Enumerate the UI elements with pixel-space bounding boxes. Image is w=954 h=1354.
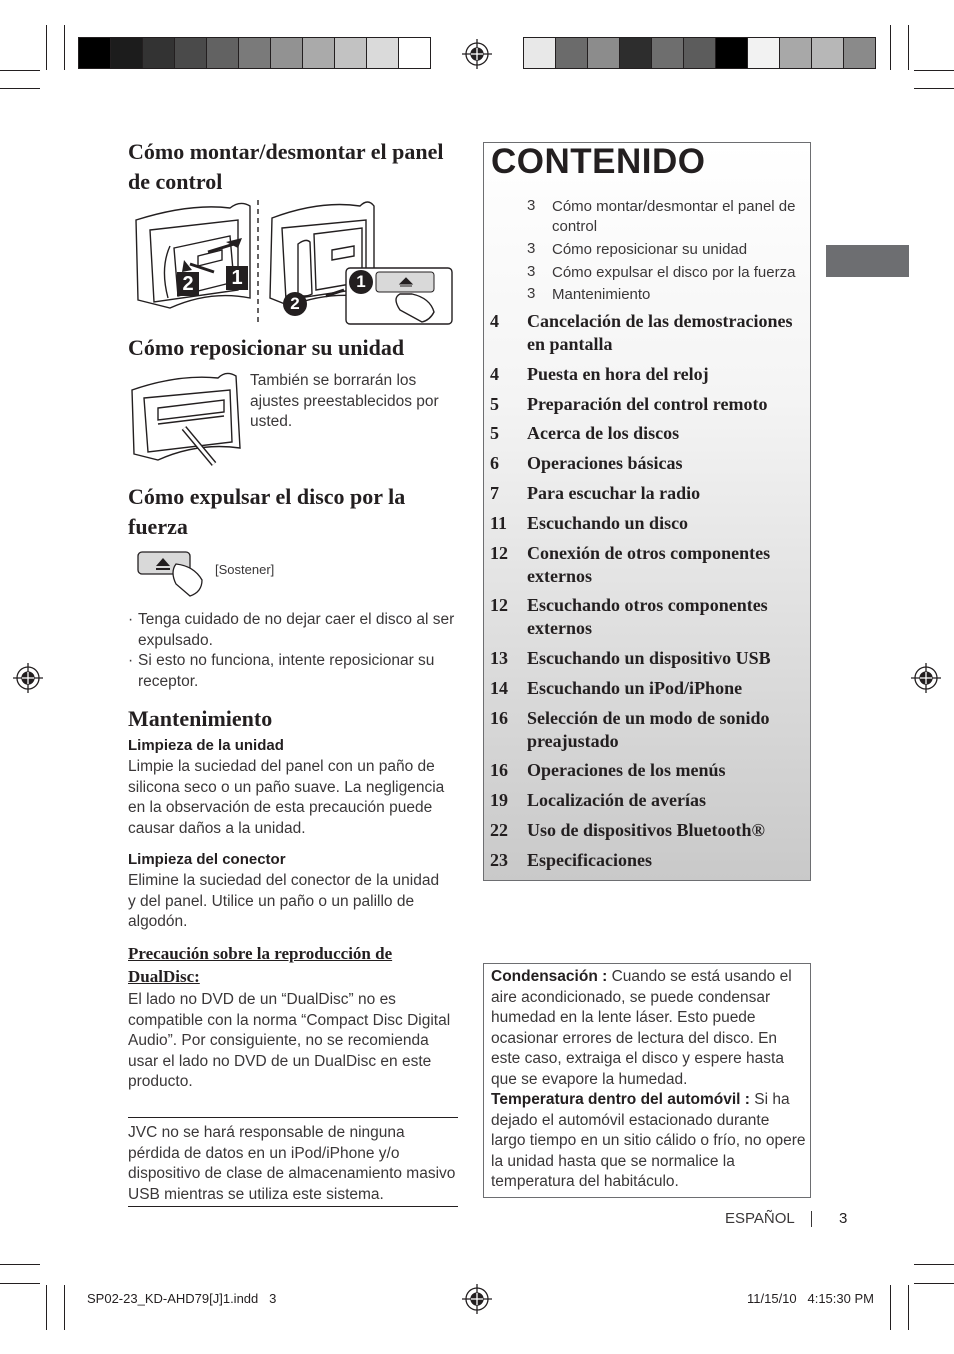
toc-sub-page: 3 — [527, 240, 536, 257]
reset-unit-illustration — [128, 368, 248, 468]
divider — [128, 1206, 458, 1207]
color-swatch — [715, 37, 748, 69]
color-swatch — [651, 37, 684, 69]
color-swatch — [238, 37, 271, 69]
step-1-badge: 1 — [226, 266, 248, 290]
temperature-label: Temperatura dentro del automóvil : — [491, 1091, 750, 1108]
color-swatch — [270, 37, 303, 69]
footer-separator — [811, 1211, 812, 1227]
language-tab — [826, 245, 909, 277]
step-2-badge: 2 — [177, 272, 199, 296]
list-item: · Tenga cuidado de no dejar caer el disco al ser expulsado. — [128, 611, 455, 649]
toc-sub-page: 3 — [527, 263, 536, 280]
color-swatch — [747, 37, 780, 69]
color-swatch — [523, 37, 556, 69]
color-swatch — [587, 37, 620, 69]
dualdisc-title: Precaución sobre la reproducción de DualDisc: — [128, 944, 393, 986]
footer-page-number: 3 — [839, 1210, 848, 1227]
eject-button-illustration — [136, 550, 216, 600]
unit-cleaning-title: Limpieza de la unidad — [128, 737, 284, 754]
eject-bullet-list — [128, 610, 458, 692]
condensation-note: Condensación : Cuando se está usando el aire acondicionado, se puede condensar humedad en la lente láser. Esto puede ocasionar errores de lectura del disco. En este caso, extraiga el disco y espere hasta que se evapore la humedad. — [491, 968, 792, 1088]
color-swatch — [398, 37, 431, 69]
footer-file-name: SP02-23_KD-AHD79[J]1.indd 3 — [87, 1291, 277, 1306]
color-swatch — [174, 37, 207, 69]
color-swatch — [843, 37, 876, 69]
toc-sub-item[interactable]: Cómo expulsar el disco por la fuerza — [552, 264, 796, 281]
mount-section-title: Cómo montar/desmontar el panel de control — [128, 139, 444, 194]
jvc-disclaimer: JVC no se hará responsable de ninguna pérdida de datos en un iPod/iPhone y/o dispositivo de clase de almacenamiento masivo USB mientras se utiliza este sistema. — [128, 1124, 456, 1203]
list-item: · Si esto no funciona, intente reposicionar su receptor. — [128, 652, 435, 690]
dualdisc-text: El lado no DVD de un “DualDisc” no es compatible con la norma “Compact Disc Digital Audio”. Por consiguiente, no se recomienda usar el lado no DVD de un DualDisc en este producto. — [128, 991, 451, 1090]
condensation-label: Condensación : — [491, 968, 608, 985]
color-swatch — [302, 37, 335, 69]
color-swatch — [206, 37, 239, 69]
toc-sub-page: 3 — [527, 197, 536, 214]
eject-section-title: Cómo expulsar el disco por la fuerza — [128, 484, 406, 539]
toc-sub-item[interactable]: Cómo montar/desmontar el panel de control — [552, 198, 796, 235]
toc-sub-item[interactable]: Cómo reposicionar su unidad — [552, 241, 748, 258]
color-swatch — [619, 37, 652, 69]
color-swatch — [334, 37, 367, 69]
connector-cleaning-text: Elimine la suciedad del conector de la unidad y del panel. Utilice un paño o un palillo de algodón. — [128, 872, 440, 930]
reset-section-title: Cómo reposicionar su unidad — [128, 335, 405, 360]
color-swatch — [78, 37, 111, 69]
color-swatch — [683, 37, 716, 69]
toc-sub-item[interactable]: Mantenimiento — [552, 286, 651, 303]
step-2-circle-badge: 2 — [283, 292, 307, 316]
temperature-note: Temperatura dentro del automóvil : Si ha dejado el automóvil estacionado durante largo tiempo en un sitio cálido o frío, no opere la unidad hasta que se normalice la temperatura del habitáculo. — [491, 1091, 806, 1190]
divider — [128, 1117, 458, 1118]
footer-date-time: 11/15/10 4:15:30 PM — [747, 1291, 874, 1306]
color-swatch — [555, 37, 588, 69]
hold-label: [Sostener] — [215, 562, 275, 577]
footer-language: ESPAÑOL — [725, 1210, 795, 1227]
maintenance-section-title: Mantenimiento — [128, 706, 273, 731]
toc-sub-page: 3 — [527, 285, 536, 302]
color-swatch — [366, 37, 399, 69]
connector-cleaning-title: Limpieza del conector — [128, 851, 286, 868]
step-1-circle-badge: 1 — [349, 270, 373, 294]
color-swatch — [779, 37, 812, 69]
color-swatch — [142, 37, 175, 69]
toc-title: CONTENIDO — [491, 142, 706, 181]
reset-note: También se borrarán los ajustes preestablecidos por usted. — [250, 372, 439, 430]
unit-cleaning-text: Limpie la suciedad del panel con un paño de silicona seco o un paño suave. La negligencia en la observación de esta precaución puede causar daños a la unidad. — [128, 758, 445, 837]
color-swatch — [110, 37, 143, 69]
color-swatch — [811, 37, 844, 69]
